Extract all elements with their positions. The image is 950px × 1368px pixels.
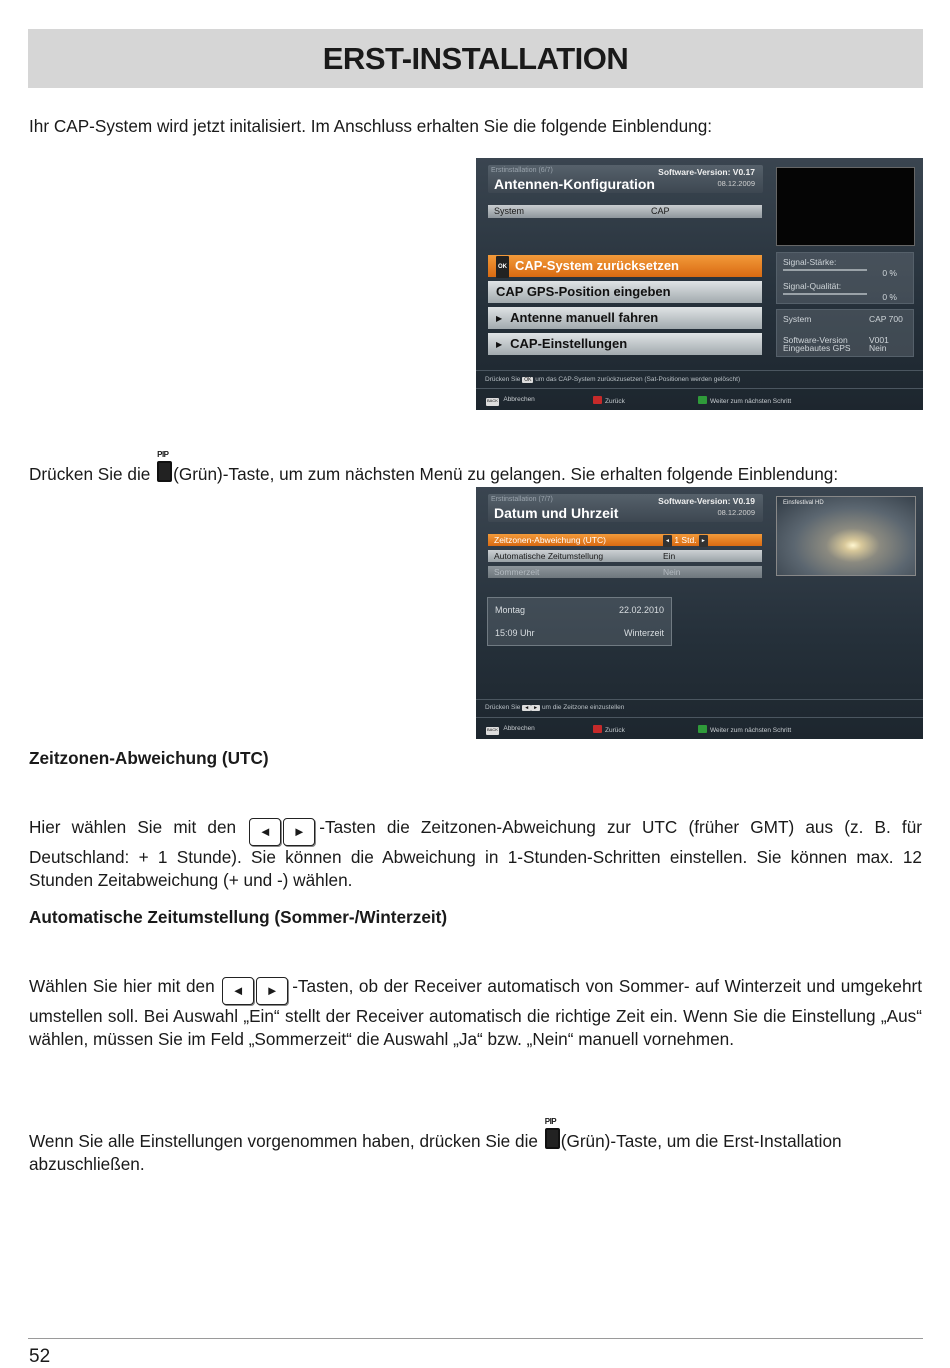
page-number: 52 bbox=[29, 1346, 51, 1367]
row-label: Automatische Zeitumstellung bbox=[494, 551, 604, 561]
screen-crumb: Erstinstallation (6/7) bbox=[491, 167, 553, 174]
final-text-before: Wenn Sie alle Einstellungen vorgenommen haben, drücken Sie die bbox=[29, 1131, 543, 1151]
header-bar bbox=[28, 29, 923, 88]
section-text-utc bbox=[29, 816, 922, 891]
intro-text: Ihr CAP-System wird jetzt initalisiert. Im Anschluss erhalten Sie die folgende Einblendung: bbox=[29, 116, 713, 136]
hint-after: um die Zeitzone einzustellen bbox=[541, 704, 625, 711]
row-value bbox=[663, 534, 708, 547]
screen-crumb: Erstinstallation (7/7) bbox=[491, 496, 553, 503]
section-heading-auto-switch: Automatische Zeitumstellung (Sommer-/Winterzeit) bbox=[29, 907, 448, 927]
final-text bbox=[29, 1117, 922, 1175]
hint-after: um das CAP-System zurückzusetzen (Sat-Positionen werden gelöscht) bbox=[535, 376, 741, 383]
section-text-auto-switch bbox=[29, 975, 922, 1050]
footer-green-label: Weiter zum nächsten Schritt bbox=[710, 727, 792, 734]
arrow-left-key-icon: ◄ bbox=[249, 818, 281, 846]
triangle-right-icon: ▶ bbox=[496, 340, 503, 349]
row-value: Nein bbox=[663, 567, 681, 577]
footer-green bbox=[698, 725, 791, 734]
signal-strength-label: Signal-Stärke: bbox=[783, 257, 837, 267]
menu-item-gps[interactable] bbox=[488, 281, 762, 303]
section-heading-utc: Zeitzonen-Abweichung (UTC) bbox=[29, 748, 269, 768]
menu-item-label: CAP-Einstellungen bbox=[510, 336, 628, 351]
screen-title: Antennen-Konfiguration bbox=[494, 176, 655, 192]
menu-item-manual[interactable] bbox=[488, 307, 762, 329]
menu-item-reset[interactable] bbox=[488, 255, 762, 277]
pip-green-key-icon bbox=[156, 450, 172, 482]
menu-item-settings[interactable] bbox=[488, 333, 762, 355]
section-text-before: Hier wählen Sie mit den bbox=[29, 817, 248, 837]
hint-text bbox=[485, 376, 740, 383]
info-sw-value: V001 bbox=[869, 335, 889, 345]
pip-button-shape bbox=[157, 461, 172, 482]
press-green-after: (Grün)-Taste, um zum nächsten Menü zu gelangen. Sie erhalten folgende Einblendung: bbox=[173, 464, 839, 484]
back-key-icon: BACK bbox=[486, 727, 499, 735]
hint-before: Drücken Sie bbox=[485, 704, 521, 711]
arrow-keys-icon bbox=[222, 977, 290, 1005]
signal-quality-value: 0 % bbox=[882, 292, 897, 302]
arrow-left-icon: ◄ bbox=[524, 705, 530, 711]
section-text-after: -Tasten die Zeitzonen-Abweichung zur UTC (früher GMT) aus (z. B. für Deutschland: + 1 Stunde). Sie können die Abweichung in 1-Stunden-Schritten einstellen. Sie können max. 12 Stunden Zeitabweichung (+ und -) wählen. bbox=[29, 817, 922, 890]
section-text-before: Wählen Sie hier mit den bbox=[29, 976, 221, 996]
pip-green-key-icon bbox=[544, 1117, 560, 1149]
divider bbox=[476, 699, 923, 700]
tv-preview-image bbox=[776, 496, 916, 576]
screen-antenna-config bbox=[476, 158, 923, 410]
date-time-box bbox=[487, 597, 672, 646]
footer-green-label: Weiter zum nächsten Schritt bbox=[710, 398, 792, 405]
footer-back bbox=[486, 396, 535, 406]
divider bbox=[476, 717, 923, 718]
row-label: Sommerzeit bbox=[494, 567, 540, 577]
channel-name: Einsfestival HD bbox=[783, 500, 824, 506]
arrow-right-icon: ► bbox=[533, 705, 539, 711]
info-sw-label: Software-Version bbox=[783, 335, 848, 345]
ok-icon: OK bbox=[496, 256, 509, 278]
back-key-icon: BACK bbox=[486, 398, 499, 406]
signal-quality-bar bbox=[783, 293, 867, 295]
footer-red bbox=[593, 725, 625, 734]
divider bbox=[476, 388, 923, 389]
press-green-text bbox=[29, 450, 922, 486]
divider bbox=[476, 370, 923, 371]
hint-text bbox=[485, 704, 624, 711]
season-value: Winterzeit bbox=[623, 628, 664, 638]
signal-strength-value: 0 % bbox=[882, 268, 897, 278]
row-timezone[interactable] bbox=[488, 534, 762, 546]
footer-red-label: Zurück bbox=[605, 727, 625, 734]
red-key-icon bbox=[593, 725, 602, 733]
arrow-right-icon[interactable]: ► bbox=[699, 535, 708, 547]
footer-red-label: Zurück bbox=[605, 398, 625, 405]
signal-panel bbox=[776, 252, 914, 304]
final-text-after: (Grün)-Taste, um die Erst-Installation abzuschließen. bbox=[29, 1131, 842, 1174]
footer-back-label: Abbrechen bbox=[503, 396, 535, 403]
menu-item-label: CAP-System zurücksetzen bbox=[515, 258, 679, 273]
info-gps-label: Eingebautes GPS bbox=[783, 343, 851, 353]
pip-label: PIP bbox=[544, 1117, 557, 1126]
section-text-after: -Tasten, ob der Receiver automatisch von Sommer- auf Winterzeit und umgekehrt umstellen soll. Bei Auswahl „Ein“ stellt der Receiver automatisch die richtige Zeit ein. Wenn Sie die Einstellung „Aus“ wählen, müssen Sie im Feld „Sommerzeit“ die Auswahl „Ja“ bzw. „Nein“ manuell vornehmen. bbox=[29, 976, 922, 1049]
triangle-right-icon: ▶ bbox=[496, 314, 503, 323]
software-version: Software-Version: V0.19 bbox=[658, 496, 755, 506]
signal-strength-bar bbox=[783, 269, 867, 271]
page-title: ERST-INSTALLATION bbox=[322, 40, 629, 76]
menu-item-label: Antenne manuell fahren bbox=[510, 310, 659, 325]
pip-label: PIP bbox=[157, 450, 169, 459]
green-key-icon bbox=[698, 396, 707, 404]
system-value: CAP bbox=[651, 206, 670, 216]
arrow-keys-icon bbox=[249, 818, 317, 846]
system-row bbox=[488, 205, 762, 218]
footer-green bbox=[698, 396, 791, 405]
row-auto-switch[interactable] bbox=[488, 550, 762, 562]
arrow-right-key-icon: ► bbox=[283, 818, 315, 846]
day-label: Montag bbox=[495, 605, 526, 615]
info-system-label: System bbox=[783, 314, 812, 324]
row-label: Zeitzonen-Abweichung (UTC) bbox=[494, 535, 606, 545]
footer-back bbox=[486, 725, 535, 735]
info-system-value: CAP 700 bbox=[869, 314, 903, 324]
footer-back-label: Abbrechen bbox=[503, 725, 535, 732]
arrow-left-key-icon: ◄ bbox=[222, 977, 254, 1005]
arrow-left-icon[interactable]: ◄ bbox=[663, 535, 672, 547]
system-label: System bbox=[494, 206, 525, 216]
green-key-icon bbox=[698, 725, 707, 733]
time-value: 15:09 Uhr bbox=[495, 628, 535, 638]
row-summer-time bbox=[488, 566, 762, 578]
ok-icon: OK bbox=[524, 377, 532, 383]
arrow-right-key-icon: ► bbox=[256, 977, 288, 1005]
software-date: 08.12.2009 bbox=[717, 508, 755, 517]
red-key-icon bbox=[593, 396, 602, 404]
info-gps-value: Nein bbox=[869, 343, 887, 353]
software-version: Software-Version: V0.17 bbox=[658, 167, 755, 177]
row-value: Ein bbox=[663, 551, 676, 561]
footer-red bbox=[593, 396, 625, 405]
menu-item-label: CAP GPS-Position eingeben bbox=[496, 284, 671, 299]
software-date: 08.12.2009 bbox=[717, 179, 755, 188]
pip-button-shape bbox=[545, 1128, 560, 1149]
hint-before: Drücken Sie bbox=[485, 376, 521, 383]
press-green-before: Drücken Sie die bbox=[29, 464, 156, 484]
timezone-value: 1 Std. bbox=[674, 535, 697, 545]
screen-date-time bbox=[476, 487, 923, 739]
preview-window bbox=[776, 167, 915, 246]
footer-divider bbox=[28, 1338, 923, 1339]
signal-quality-label: Signal-Qualität: bbox=[783, 281, 842, 291]
screen-title: Datum und Uhrzeit bbox=[494, 505, 619, 521]
date-value: 22.02.2010 bbox=[618, 605, 664, 615]
